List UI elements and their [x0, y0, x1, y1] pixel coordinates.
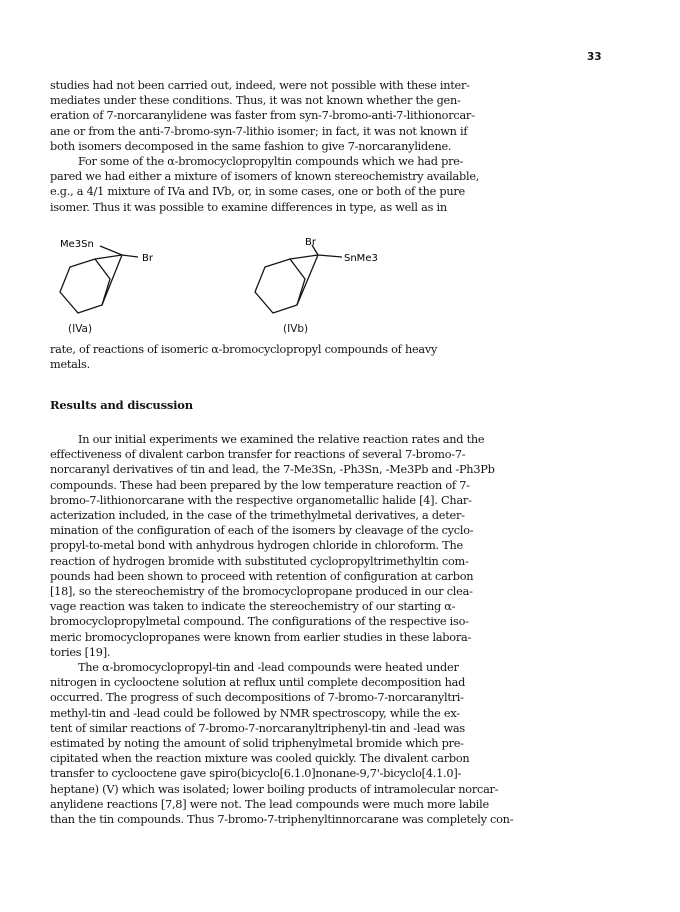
- text-line: heptane) (V) which was isolated; lower boiling products of intramolecular norcar-: [50, 782, 499, 796]
- structure-figure: [50, 237, 378, 337]
- text-line: estimated by noting the amount of solid triphenylmetal bromide which pre-: [50, 737, 464, 751]
- section-heading: Results and discussion: [50, 398, 193, 412]
- text-line: bromo-7-lithionorcarane with the respective organometallic halide [4]. Char-: [50, 493, 472, 507]
- text-line: compounds. These had been prepared by the low temperature reaction of 7-: [50, 478, 470, 492]
- text-line: In our initial experiments we examined the relative reaction rates and the: [78, 433, 485, 446]
- text-line: propyl-to-metal bond with anhydrous hydrogen chloride in chloroform. The: [50, 539, 463, 553]
- text-line: methyl-tin and -lead could be followed by NMR spectroscopy, while the ex-: [50, 706, 460, 720]
- text-line: reaction of hydrogen bromide with substituted cyclopropyltrimethyltin com-: [50, 554, 469, 568]
- text-line: norcaranyl derivatives of tin and lead, the 7-Me3Sn, -Ph3Sn, -Me3Pb and -Ph3Pb: [50, 463, 495, 477]
- text-line: metals.: [50, 358, 90, 372]
- paragraph-results: [50, 432, 610, 827]
- text-line: e.g., a 4/1 mixture of IVa and IVb, or, in some cases, one or both of the pure: [50, 185, 465, 199]
- ivb-bromo-label: Br: [305, 237, 316, 248]
- text-line: mination of the configuration of each of the isomers by cleavage of the cyclo-: [50, 524, 474, 538]
- text-line: eration of 7-norcaranylidene was faster from syn-7-bromo-anti-7-lithionorcar-: [50, 109, 475, 123]
- caption-ivb: (IVb): [283, 323, 309, 335]
- structure-drawing: [50, 237, 378, 337]
- text-line: bromocyclopropylmetal compound. The configurations of the respective iso-: [50, 615, 469, 629]
- text-line: pared we had either a mixture of isomers of known stereochemistry available,: [50, 170, 480, 184]
- text-line: ane or from the anti-7-bromo-syn-7-lithio isomer; in fact, it was not known if: [50, 124, 468, 138]
- text-line: studies had not been carried out, indeed, were not possible with these inter-: [50, 79, 470, 92]
- text-line: meric bromocyclopropanes were known from earlier studies in these labora-: [50, 630, 472, 644]
- structure-ivb: [255, 245, 342, 313]
- text-line: occurred. The progress of such decompositions of 7-bromo-7-norcaranyltri-: [50, 691, 464, 705]
- text-line: rate, of reactions of isomeric α-bromocyclopropyl compounds of heavy: [50, 343, 438, 356]
- iva-tin-label: Me3Sn: [60, 239, 94, 250]
- text-line: cipitated when the reaction mixture was cooled quickly. The divalent carbon: [50, 752, 470, 766]
- text-line: mediates under these conditions. Thus, it was not known whether the gen-: [50, 94, 461, 108]
- text-line: tent of similar reactions of 7-bromo-7-norcaranyltriphenyl-tin and -lead was: [50, 721, 465, 735]
- text-line: anylidene reactions [7,8] were not. The lead compounds were much more labile: [50, 797, 489, 811]
- paragraph-rate: [50, 342, 610, 372]
- text-line: tories [19].: [50, 645, 111, 659]
- structure-iva: [60, 246, 138, 313]
- text-line: than the tin compounds. Thus 7-bromo-7-triphenyltinnorcarane was completely con-: [50, 813, 514, 827]
- text-line: isomer. Thus it was possible to examine differences in type, as well as in: [50, 200, 447, 214]
- text-line: nitrogen in cyclooctene solution at reflux until complete decomposition had: [50, 676, 466, 690]
- text-line: vage reaction was taken to indicate the stereochemistry of our starting α-: [50, 600, 456, 614]
- iva-bromo-label: Br: [142, 253, 153, 264]
- text-line: both isomers decomposed in the same fashion to give 7-norcaranylidene.: [50, 139, 452, 153]
- text-line: pounds had been shown to proceed with retention of configuration at carbon: [50, 569, 474, 583]
- text-line: acterization included, in the case of the trimethylmetal derivatives, a deter-: [50, 509, 465, 523]
- text-line: The α-bromocyclopropyl-tin and -lead compounds were heated under: [78, 661, 459, 675]
- caption-iva: (IVa): [68, 323, 93, 335]
- text-line: [18], so the stereochemistry of the bromocyclopropane produced in our clea-: [50, 585, 473, 599]
- text-line: transfer to cyclooctene gave spiro(bicyclo[6.1.0]nonane-9,7'-bicyclo[4.1.0]-: [50, 767, 462, 781]
- page-number: 33: [587, 51, 602, 63]
- text-line: For some of the α-bromocyclopropyltin compounds which we had pre-: [78, 155, 464, 169]
- paragraph-intro: [50, 78, 610, 215]
- text-line: effectiveness of divalent carbon transfer for reactions of several 7-bromo-7-: [50, 448, 466, 462]
- ivb-tin-label: SnMe3: [344, 253, 378, 264]
